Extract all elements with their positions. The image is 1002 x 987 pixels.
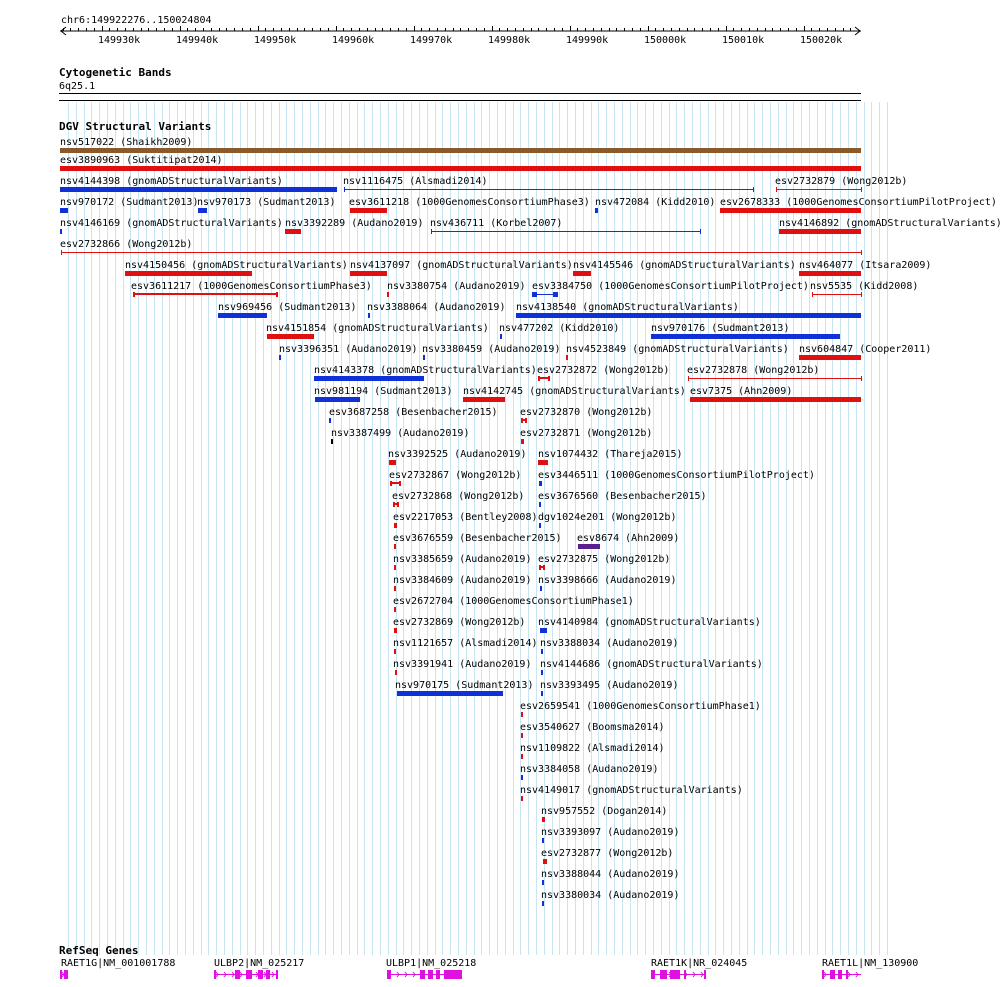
variant-bar[interactable] (538, 460, 548, 465)
variant-bar[interactable] (344, 189, 753, 190)
variant-bar[interactable] (60, 229, 62, 234)
variant-bar[interactable] (541, 691, 543, 696)
variant-label[interactable]: nsv957552 (Dogan2014) (541, 806, 668, 817)
gene-exon[interactable] (387, 970, 391, 979)
variant-label[interactable]: nsv3392289 (Audano2019) (285, 218, 424, 229)
variant-label[interactable]: nsv3388034 (Audano2019) (540, 638, 679, 649)
variant-bar[interactable] (542, 838, 544, 843)
variant-label[interactable]: esv3384750 (1000GenomesConsortiumPilotProject) (532, 281, 809, 292)
variant-label[interactable]: nsv970175 (Sudmant2013) (395, 680, 534, 691)
variant-bar[interactable] (521, 754, 523, 759)
variant-label[interactable]: esv2732866 (Wong2012b) (60, 239, 193, 250)
variant-label[interactable]: esv3540627 (Boomsma2014) (520, 722, 665, 733)
variant-label[interactable]: esv2732872 (Wong2012b) (537, 365, 670, 376)
variant-bar[interactable] (566, 355, 568, 360)
gene-exon[interactable] (235, 970, 240, 979)
variant-end-cap (812, 292, 813, 297)
variant-end-cap (344, 187, 345, 192)
variant-label[interactable]: nsv477202 (Kidd2010) (499, 323, 620, 334)
variant-label[interactable]: nsv970173 (Sudmant2013) (197, 197, 336, 208)
gene-exon[interactable] (830, 970, 835, 979)
variant-end-cap (538, 376, 540, 381)
variant-label[interactable]: nsv4145546 (gnomADStructuralVariants) (573, 260, 796, 271)
variant-bar[interactable] (60, 148, 861, 153)
variant-bar[interactable] (125, 271, 252, 276)
cytoband-label[interactable]: 6q25.1 (59, 81, 96, 92)
gene-exon[interactable] (60, 970, 62, 979)
variant-bar[interactable] (521, 775, 523, 780)
variant-label[interactable]: esv2732875 (Wong2012b) (538, 554, 671, 565)
variant-bar[interactable] (394, 565, 396, 570)
gene-exon[interactable] (436, 970, 440, 979)
variant-label[interactable]: esv3890963 (Suktitipat2014) (60, 155, 223, 166)
variant-bar[interactable] (651, 334, 840, 339)
variant-label[interactable]: nsv1074432 (Thareja2015) (538, 449, 683, 460)
variant-bar[interactable] (60, 208, 68, 213)
ruler-tick: 149950k (254, 35, 297, 46)
variant-label[interactable]: nsv1109822 (Alsmadi2014) (520, 743, 665, 754)
gene-label[interactable]: RAET1G|NM_001001788 (61, 958, 176, 969)
variant-end-cap (861, 376, 862, 381)
variant-bar[interactable] (329, 418, 331, 423)
variant-end-cap (688, 376, 689, 381)
variant-label[interactable]: esv2732879 (Wong2012b) (775, 176, 908, 187)
variant-end-cap (776, 187, 777, 192)
variant-end-cap (393, 502, 395, 507)
variant-label[interactable]: nsv4137097 (gnomADStructuralVariants) (350, 260, 573, 271)
variant-bar[interactable] (60, 166, 861, 171)
variant-label[interactable]: esv3676559 (Besenbacher2015) (393, 533, 562, 544)
variant-bar[interactable] (539, 481, 542, 486)
ruler-tick: 149980k (488, 35, 531, 46)
variant-end-cap (861, 292, 862, 297)
variant-bar[interactable] (279, 355, 281, 360)
gene-exon[interactable] (420, 970, 425, 979)
variant-bar[interactable] (198, 208, 207, 213)
variant-bar[interactable] (521, 439, 524, 444)
variant-bar[interactable] (539, 523, 541, 528)
gene-exon[interactable] (246, 970, 252, 979)
ruler-tick: 149970k (410, 35, 453, 46)
ruler-tick: 150000k (644, 35, 687, 46)
variant-bar[interactable] (578, 544, 600, 549)
variant-label[interactable]: nsv3380459 (Audano2019) (422, 344, 561, 355)
variant-bar[interactable] (542, 880, 544, 885)
variant-bar[interactable] (573, 271, 591, 276)
variant-label[interactable]: esv2732870 (Wong2012b) (520, 407, 653, 418)
variant-bar[interactable] (799, 355, 861, 360)
variant-bar[interactable] (60, 187, 337, 192)
variant-label[interactable]: nsv4138540 (gnomADStructuralVariants) (516, 302, 739, 313)
variant-bar[interactable] (394, 523, 397, 528)
variant-bar[interactable] (431, 231, 700, 232)
variant-end-cap (521, 418, 523, 423)
variant-label[interactable]: nsv3396351 (Audano2019) (279, 344, 418, 355)
variant-end-cap (133, 292, 135, 297)
variant-label[interactable]: nsv3388064 (Audano2019) (367, 302, 506, 313)
variant-bar[interactable] (690, 397, 861, 402)
variant-bar[interactable] (61, 252, 861, 253)
variant-bar[interactable] (314, 376, 424, 381)
variant-label[interactable]: nsv970176 (Sudmant2013) (651, 323, 790, 334)
variant-end-cap (548, 376, 550, 381)
variant-label[interactable]: esv2678333 (1000GenomesConsortiumPilotProject) (720, 197, 997, 208)
gene-exon[interactable] (684, 970, 686, 979)
variant-bar[interactable] (799, 271, 861, 276)
variant-bar[interactable] (543, 859, 547, 864)
variant-label[interactable]: nsv5535 (Kidd2008) (810, 281, 919, 292)
variant-end-cap (532, 292, 537, 297)
variant-bar[interactable] (463, 397, 505, 402)
gene-exon[interactable] (444, 970, 462, 979)
variant-label[interactable]: nsv464077 (Itsara2009) (799, 260, 932, 271)
variant-label[interactable]: nsv4146892 (gnomADStructuralVariants) (779, 218, 1002, 229)
variant-label[interactable]: nsv3385659 (Audano2019) (393, 554, 532, 565)
gene-exon[interactable] (258, 970, 263, 979)
variant-end-cap (553, 292, 558, 297)
variant-label[interactable]: nsv4150456 (gnomADStructuralVariants) (125, 260, 348, 271)
variant-end-cap (700, 229, 701, 234)
variant-label[interactable]: esv3446511 (1000GenomesConsortiumPilotProject) (538, 470, 815, 481)
ruler-tick: 149940k (176, 35, 219, 46)
variant-bar[interactable] (267, 334, 314, 339)
variant-label[interactable]: nsv3388044 (Audano2019) (541, 869, 680, 880)
variant-bar[interactable] (688, 378, 861, 379)
variant-label[interactable]: esv2672704 (1000GenomesConsortiumPhase1) (393, 596, 634, 607)
ruler-tick: 150020k (800, 35, 843, 46)
variant-end-cap (390, 481, 392, 486)
cytoband-bar-bottom (59, 100, 861, 101)
variant-label[interactable]: nsv4144398 (gnomADStructuralVariants) (60, 176, 283, 187)
variant-label[interactable]: nsv472084 (Kidd2010) (595, 197, 716, 208)
gene-exon[interactable] (214, 970, 216, 979)
refseq-track-title[interactable]: RefSeq Genes (59, 944, 139, 957)
gene-exon[interactable] (428, 970, 433, 979)
variant-bar[interactable] (540, 586, 542, 591)
ruler-tick: 150010k (722, 35, 765, 46)
variant-bar[interactable] (595, 208, 598, 213)
variant-bar[interactable] (541, 670, 543, 675)
variant-label[interactable]: nsv3387499 (Audano2019) (331, 428, 470, 439)
variant-label[interactable]: nsv981194 (Sudmant2013) (314, 386, 453, 397)
variant-bar[interactable] (720, 208, 861, 213)
variant-bar[interactable] (394, 649, 396, 654)
variant-bar[interactable] (542, 901, 544, 906)
gene-label[interactable]: ULBP1|NM_025218 (386, 958, 477, 969)
variant-bar[interactable] (516, 313, 861, 318)
gene-label[interactable]: ULBP2|NM_025217 (214, 958, 305, 969)
variant-bar[interactable] (779, 229, 861, 234)
variant-label[interactable]: esv2732869 (Wong2012b) (393, 617, 526, 628)
variant-label[interactable]: nsv4144686 (gnomADStructuralVariants) (540, 659, 763, 670)
gene-label[interactable]: RAET1L|NM_130900 (822, 958, 919, 969)
variant-label[interactable]: nsv4151854 (gnomADStructuralVariants) (266, 323, 489, 334)
variant-bar[interactable] (350, 271, 387, 276)
variant-bar[interactable] (218, 313, 267, 318)
variant-label[interactable]: nsv3384609 (Audano2019) (393, 575, 532, 586)
variant-label[interactable]: nsv604847 (Cooper2011) (799, 344, 932, 355)
variant-end-cap (399, 481, 401, 486)
variant-bar[interactable] (521, 712, 523, 717)
variant-end-cap (539, 565, 541, 570)
variant-label[interactable]: nsv3393495 (Audano2019) (540, 680, 679, 691)
variant-label[interactable]: nsv3392525 (Audano2019) (388, 449, 527, 460)
ruler-tick: 149930k (98, 35, 141, 46)
variant-label[interactable]: nsv3393097 (Audano2019) (541, 827, 680, 838)
variant-label[interactable]: nsv4143378 (gnomADStructuralVariants) (314, 365, 537, 376)
variant-label[interactable]: esv3611218 (1000GenomesConsortiumPhase3) (349, 197, 590, 208)
variant-label[interactable]: esv3676560 (Besenbacher2015) (538, 491, 707, 502)
variant-bar[interactable] (812, 294, 861, 295)
ruler-tick: 149960k (332, 35, 375, 46)
variant-bar[interactable] (133, 293, 277, 295)
variant-end-cap (861, 187, 862, 192)
dgv-track-title[interactable]: DGV Structural Variants (59, 120, 212, 133)
gene-exon[interactable] (838, 970, 842, 979)
variant-bar[interactable] (368, 313, 370, 318)
variant-label[interactable]: esv2732877 (Wong2012b) (541, 848, 674, 859)
refseq-gene-models[interactable] (0, 966, 890, 982)
variant-label[interactable]: esv2732868 (Wong2012b) (392, 491, 525, 502)
variant-label[interactable]: nsv3380034 (Audano2019) (541, 890, 680, 901)
variant-label[interactable]: dgv1024e201 (Wong2012b) (538, 512, 677, 523)
variant-bar[interactable] (521, 796, 523, 801)
variant-label[interactable]: esv3687258 (Besenbacher2015) (329, 407, 498, 418)
gene-exon[interactable] (822, 970, 824, 979)
variant-label[interactable]: nsv517022 (Shaikh2009) (60, 137, 193, 148)
variant-label[interactable]: esv2732878 (Wong2012b) (687, 365, 820, 376)
variant-bar[interactable] (285, 229, 301, 234)
variant-bar[interactable] (776, 189, 861, 190)
variant-label[interactable]: esv2732871 (Wong2012b) (520, 428, 653, 439)
gene-exon[interactable] (846, 970, 848, 979)
variant-bar[interactable] (394, 544, 396, 549)
gene-exon[interactable] (670, 970, 680, 979)
variant-label[interactable]: nsv4523849 (gnomADStructuralVariants) (566, 344, 789, 355)
variant-label[interactable]: nsv3391941 (Audano2019) (393, 659, 532, 670)
variant-bar[interactable] (331, 439, 333, 444)
variant-label[interactable]: nsv1116475 (Alsmadi2014) (343, 176, 488, 187)
variant-bar[interactable] (389, 460, 396, 465)
position-label: chr6:149922276..150024804 (61, 15, 212, 26)
variant-label[interactable]: nsv1121657 (Alsmadi2014) (393, 638, 538, 649)
gene-exon[interactable] (64, 970, 68, 979)
variant-bar[interactable] (540, 628, 547, 633)
gene-exon[interactable] (266, 970, 270, 979)
variant-bar[interactable] (500, 334, 502, 339)
variant-label[interactable]: nsv970172 (Sudmant2013) (60, 197, 199, 208)
variant-label[interactable]: esv3611217 (1000GenomesConsortiumPhase3) (131, 281, 372, 292)
variant-label[interactable]: esv2217053 (Bentley2008) (393, 512, 538, 523)
variant-label[interactable]: esv2732867 (Wong2012b) (389, 470, 522, 481)
variant-label[interactable]: esv2659541 (1000GenomesConsortiumPhase1) (520, 701, 761, 712)
variant-bar[interactable] (394, 586, 396, 591)
gene-exon[interactable] (651, 970, 655, 979)
gene-exon[interactable] (276, 970, 278, 979)
variant-end-cap (861, 250, 862, 255)
variant-label[interactable]: nsv4146169 (gnomADStructuralVariants) (60, 218, 283, 229)
variant-bar[interactable] (521, 733, 523, 738)
variant-bar[interactable] (542, 817, 545, 822)
cytoband-bar-top (59, 93, 861, 94)
variant-label[interactable]: nsv3380754 (Audano2019) (387, 281, 526, 292)
variant-end-cap (276, 292, 278, 297)
variant-label[interactable]: esv7375 (Ahn2009) (690, 386, 793, 397)
variant-end-cap (431, 229, 432, 234)
variant-bar[interactable] (397, 691, 503, 696)
gene-exon[interactable] (704, 970, 706, 979)
gene-exon[interactable] (660, 970, 667, 979)
variant-bar[interactable] (315, 397, 360, 402)
variant-label[interactable]: nsv3398666 (Audano2019) (538, 575, 677, 586)
gene-label[interactable]: RAET1K|NR_024045 (651, 958, 748, 969)
cytoband-track-title[interactable]: Cytogenetic Bands (59, 66, 172, 79)
variant-bar[interactable] (387, 292, 389, 297)
variant-end-cap (753, 187, 754, 192)
variant-label[interactable]: nsv4142745 (gnomADStructuralVariants) (463, 386, 686, 397)
variant-label[interactable]: esv8674 (Ahn2009) (577, 533, 680, 544)
variant-label[interactable]: nsv969456 (Sudmant2013) (218, 302, 357, 313)
variant-end-cap (543, 565, 545, 570)
variant-bar[interactable] (350, 208, 387, 213)
variant-label[interactable]: nsv4149017 (gnomADStructuralVariants) (520, 785, 743, 796)
variant-label[interactable]: nsv4140984 (gnomADStructuralVariants) (538, 617, 761, 628)
variant-bar[interactable] (541, 649, 543, 654)
variant-label[interactable]: nsv436711 (Korbel2007) (430, 218, 563, 229)
variant-end-cap (397, 502, 399, 507)
variant-end-cap (525, 418, 527, 423)
variant-bar[interactable] (539, 502, 541, 507)
variant-label[interactable]: nsv3384058 (Audano2019) (520, 764, 659, 775)
variant-bar[interactable] (395, 670, 397, 675)
variant-end-cap (61, 250, 62, 255)
variant-bar[interactable] (394, 628, 397, 633)
variant-bar[interactable] (423, 355, 425, 360)
ruler-tick: 149990k (566, 35, 609, 46)
variant-bar[interactable] (394, 607, 396, 612)
